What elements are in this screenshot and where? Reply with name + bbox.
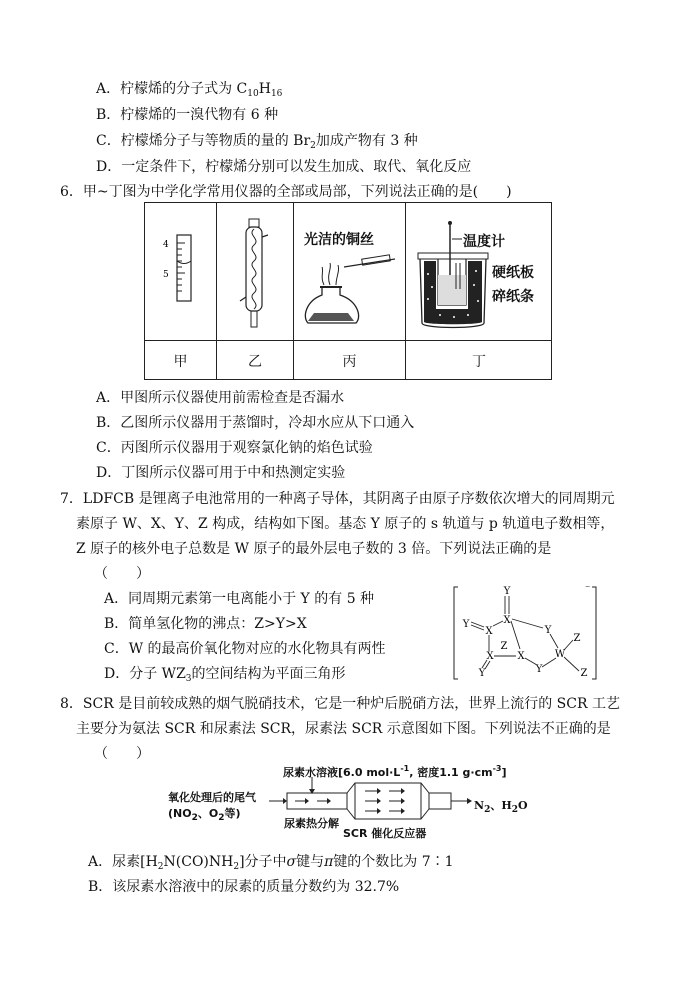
atom-z-lower: Z	[580, 668, 588, 679]
urea-solution-label: 尿素水溶液[6.0 $mol\cdot L^{-1}$, 密度1.1 $g\cdot cm^{-3}$]	[283, 764, 507, 779]
atom-x-top: X	[503, 615, 511, 626]
q6-figure-table	[144, 202, 552, 380]
condenser-sketch	[235, 217, 275, 332]
paper-strip-label: 碎纸条	[492, 289, 534, 305]
q6-option-b: B．乙图所示仪器用于蒸馏时，冷却水应从下口通入	[96, 415, 415, 431]
calorimeter-sketch	[410, 219, 495, 334]
atom-y-right-top: Y	[544, 625, 552, 636]
urea-decomposition-label: 尿素热分解	[284, 817, 339, 830]
thermometer-label: 温度计	[463, 234, 505, 250]
atom-y-top: Y	[503, 586, 511, 597]
anion-structure-diagram	[452, 583, 600, 683]
q7-option-b: B．简单氢化物的沸点：Z>Y>X	[104, 616, 307, 632]
q7-stem-line1: 7．LDFCB 是锂离子电池常用的一种离子导体，其阴离子由原子序数依次增大的同周期元	[60, 491, 615, 507]
atom-w: W	[554, 649, 566, 660]
anion-charge: ⁻	[585, 584, 591, 595]
q6-option-d: D．丁图所示仪器可用于中和热测定实验	[96, 465, 346, 481]
q5-option-c: C．柠檬烯分子与等物质的量的 $Br_2$加成产物有 3 种	[96, 133, 418, 151]
q5-option-a: A．柠檬烯的分子式为 $C_{10}H_{16}$	[96, 81, 283, 99]
q5-option-b: B．柠檬烯的一溴代物有 6 种	[96, 107, 279, 123]
q8-option-a: A．尿素$[H_2N(CO)NH_2]$分子中σ键与π键的个数比为 7∶1	[88, 854, 454, 872]
atom-x-left: X	[485, 626, 493, 637]
flame-test-sketch	[300, 251, 400, 331]
caption-jia: 甲	[173, 354, 188, 370]
atom-x-bottomright: X	[517, 651, 525, 662]
burette-tick-4: 4	[163, 240, 169, 250]
q5-option-d: D．一定条件下，柠檬烯分别可以发生加成、取代、氧化反应	[96, 159, 472, 175]
atom-x-bottomleft: X	[486, 651, 494, 662]
atom-z-upper: Z	[573, 633, 581, 644]
q8-option-b: B．该尿素水溶液中的尿素的质量分数约为 32.7%	[88, 879, 400, 895]
q6-option-a: A．甲图所示仪器使用前需检查是否漏水	[96, 390, 345, 406]
scr-reactor-label: SCR 催化反应器	[343, 827, 427, 840]
burette-tick-5: 5	[163, 270, 169, 280]
output-products-label: $N_2$、$H_2O$	[474, 799, 528, 815]
q8-stem-line2: 主要分为氨法 SCR 和尿素法 SCR，尿素法 SCR 示意图如下图。下列说法不正确的是	[76, 721, 611, 737]
atom-y-bottom: Y	[478, 668, 486, 679]
exhaust-gas-label: 氧化处理后的尾气	[168, 791, 256, 804]
q7-option-a: A．同周期元素第一电离能小于 Y 的有 5 种	[104, 591, 375, 607]
cardboard-label: 硬纸板	[492, 265, 534, 281]
caption-bing: 丙	[342, 354, 357, 370]
q8-answer-paren: （ ）	[94, 746, 150, 762]
q7-option-d: D．分子 $WZ_3$的空间结构为平面三角形	[104, 666, 346, 684]
exhaust-gas-composition: ($NO_2$、$O_2$等)	[168, 807, 241, 823]
atom-y-right-bottom: Y	[535, 664, 543, 675]
copper-wire-label: 光洁的铜丝	[304, 232, 374, 248]
caption-ding: 丁	[472, 354, 486, 370]
q7-option-c: C．W 的最高价氧化物对应的水化物具有两性	[104, 641, 386, 657]
q7-stem-line2: 素原子 W、X、Y、Z 构成，结构如下图。基态 Y 原子的 s 轨道与 p 轨道电子数相等，	[76, 516, 615, 532]
q6-stem: 6．甲~丁图为中学化学常用仪器的全部或局部，下列说法正确的是( )	[60, 184, 512, 200]
atom-z-center: Z	[500, 641, 508, 652]
q7-answer-paren: （ ）	[94, 566, 150, 582]
q6-option-c: C．丙图所示仪器用于观察氯化钠的焰色试验	[96, 440, 373, 456]
scr-process-diagram	[255, 775, 475, 825]
burette-sketch	[155, 231, 210, 311]
atom-y-left: Y	[462, 619, 470, 630]
q7-stem-line3: Z 原子的核外电子总数是 W 原子的最外层电子数的 3 倍。下列说法正确的是	[76, 541, 552, 557]
q8-stem-line1: 8．SCR 是目前较成熟的烟气脱硝技术，它是一种炉后脱硝方法，世界上流行的 SCR 工艺	[60, 696, 620, 712]
caption-yi: 乙	[248, 354, 262, 370]
